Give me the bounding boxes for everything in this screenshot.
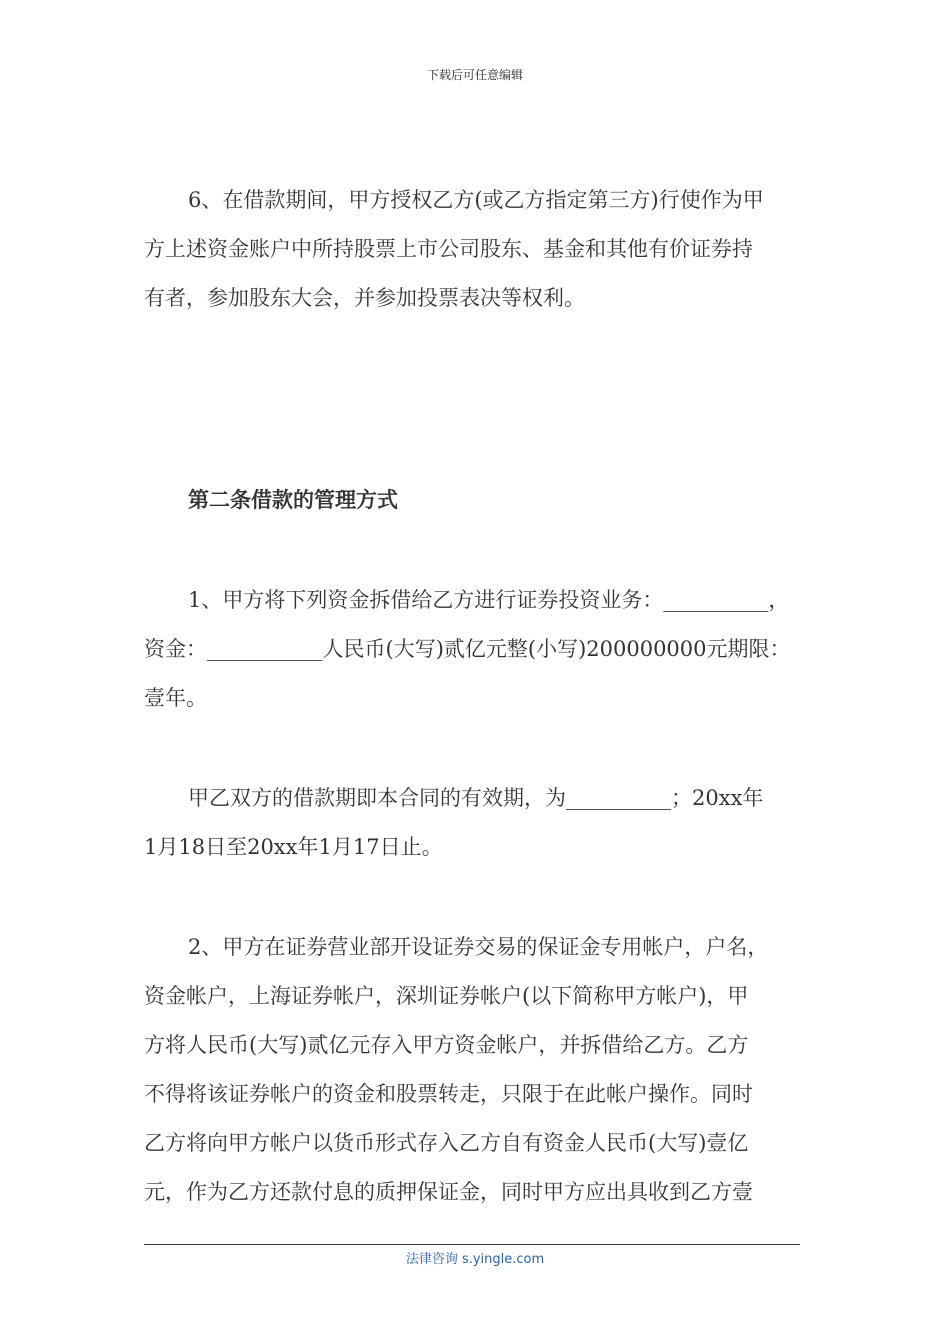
text-line: 元，作为乙方还款付息的质押保证金，同时甲方应出具收到乙方壹 [144,1180,753,1204]
text-line: 6、在借款期间，甲方授权乙方(或乙方指定第三方)行使作为甲 [188,188,764,212]
text-line: 1、甲方将下列资金拆借给乙方进行证券投资业务：__________， [188,588,790,612]
text-line: 资金帐户，上海证券帐户，深圳证券帐户(以下简称甲方帐户)，甲 [144,984,749,1008]
clause-2-paragraph [144,923,814,1217]
page-header: 下载后可任意编辑 [426,68,523,82]
text-line: 1月18日至20xx年1月17日止。 [144,835,443,859]
text-line: 不得将该证券帐户的资金和股票转走，只限于在此帐户操作。同时 [144,1082,753,1106]
clause-1-paragraph [144,576,814,723]
text-line: 方将人民币(大写)贰亿元存入甲方资金帐户，并拆借给乙方。乙方 [144,1033,749,1057]
text-line: 甲乙双方的借款期即本合同的有效期，为__________；20xx年 [188,786,764,810]
text-line: 方上述资金账户中所持股票上市公司股东、基金和其他有价证券持 [144,237,753,261]
text-line: 有者，参加股东大会，并参加投票表决等权利。 [144,286,585,310]
footer-divider [144,1244,800,1245]
loan-term-paragraph [144,774,814,872]
text-line: 壹年。 [144,686,207,710]
text-line: 乙方将向甲方帐户以货币形式存入乙方自有资金人民币(大写)壹亿 [144,1131,749,1155]
footer-link[interactable]: 法律咨询 s.yingle.com [405,1252,545,1267]
clause-6-paragraph [144,176,814,323]
text-line: 资金：___________人民币(大写)贰亿元整(小写)200000000元期限： [144,637,791,661]
text-line: 2、甲方在证券营业部开设证券交易的保证金专用帐户，户名， [188,935,769,959]
section-title: 第二条借款的管理方式 [188,488,398,512]
